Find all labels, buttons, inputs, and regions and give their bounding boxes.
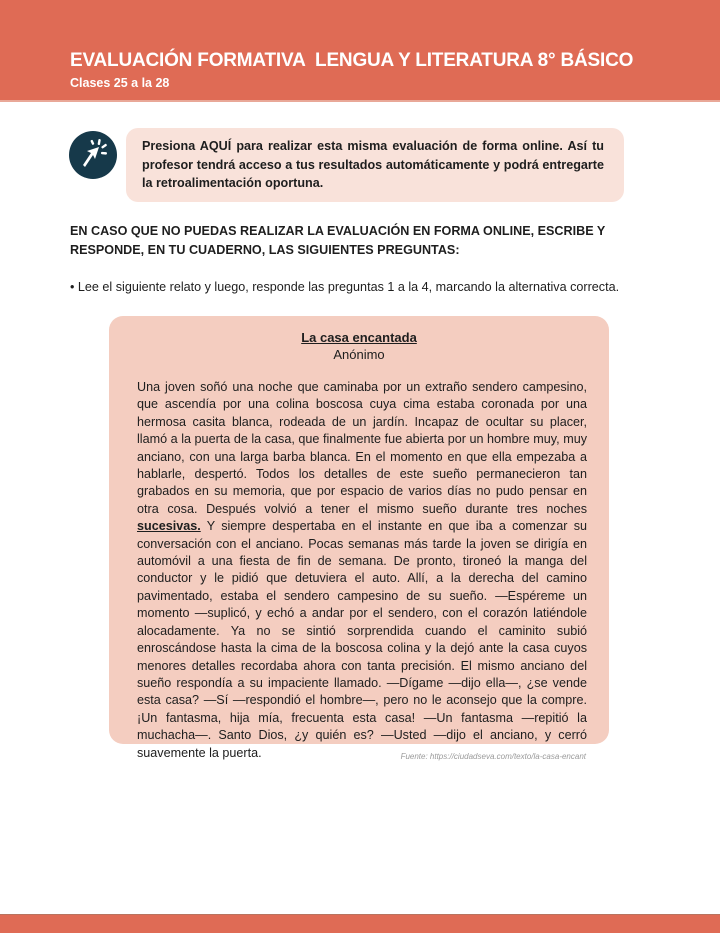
online-evaluation-link[interactable] [126,128,624,202]
story-text [137,379,587,762]
online-notice-text: Presiona AQUÍ para realizar esta misma evaluación de forma online. Así tu profesor tendrá acceso a tus resultados automáticamente y podrá entregarte la retroalimentación oportuna. [142,139,604,190]
source-citation: Fuente: https://ciudadseva.com/texto/la-casa-encant [400,752,586,761]
footer-bar [0,914,720,933]
page-title: EVALUACIÓN FORMATIVA LENGUA Y LITERATURA 8° BÁSICO [70,50,634,71]
story-text-part-2: Y siempre despertaba en el instante en que iba a comenzar su conversación con el anciano. Pocas semanas más tarde la joven se dirigía en automóvil a una fiesta de fin de semana. De pronto, tironeó la manga del conductor y le pidió que detuviera el auto. Allí, a la derecha del camino pavimentado, estaba el sendero campesino de su sueño. —Espéreme un momento —suplicó, y echó a andar por el sendero, con el corazón latiéndole alocadamente. Ya no se sintió sorprendida cuando el caminito subió enroscándose hasta la cima de la boscosa colina y la dejó ante la casa cuyos menores detalles recordaba ahora con tanta precisión. El mismo anciano del sueño respondía a su impaciente llamado. —Dígame —dijo ella—, ¿se vende esta casa? —Sí —respondió el hombre—, pero no le aconsejo que la compre. ¡Un fantasma, hija mía, frecuenta esta casa! —Un fantasma —repitió la muchacha—. Santo Dios, ¿y quién es? —Usted —dijo el anciano, y cerró suavemente la puerta. [137,519,587,760]
click-cursor-icon[interactable] [69,131,117,179]
emphasized-word: sucesivas. [137,519,201,534]
story-text-part-1: Una joven soñó una noche que caminaba por un extraño sendero campesino, que ascendía por una colina boscosa cuya cima estaba coronada por una hermosa casita blanca, rodeada de un jardín. Incapaz de ocultar su placer, llamó a la puerta de la casa, que finalmente fue abierta por un hombre muy, muy anciano, con una larga barba blanca. En el momento en que ella empezaba a hablarle, despertó. Todos los detalles de este sueño permanecieron tan grabados en su memoria, que por espacio de varios días no pudo pensar en otra cosa. Después volvió a tener el mismo sueño durante tres noches [137,380,587,516]
page-subtitle: Clases 25 a la 28 [70,76,170,90]
header-banner [0,0,720,102]
reading-instruction: • Lee el siguiente relato y luego, responde las preguntas 1 a la 4, marcando la alternativa correcta. [70,280,620,294]
story-title: La casa encantada [301,330,417,345]
story-author: Anónimo [333,347,385,362]
instructions-heading: EN CASO QUE NO PUEDAS REALIZAR LA EVALUACIÓN EN FORMA ONLINE, ESCRIBE Y RESPONDE, EN TU CUADERNO, LAS SIGUIENTES PREGUNTAS: [70,224,606,257]
